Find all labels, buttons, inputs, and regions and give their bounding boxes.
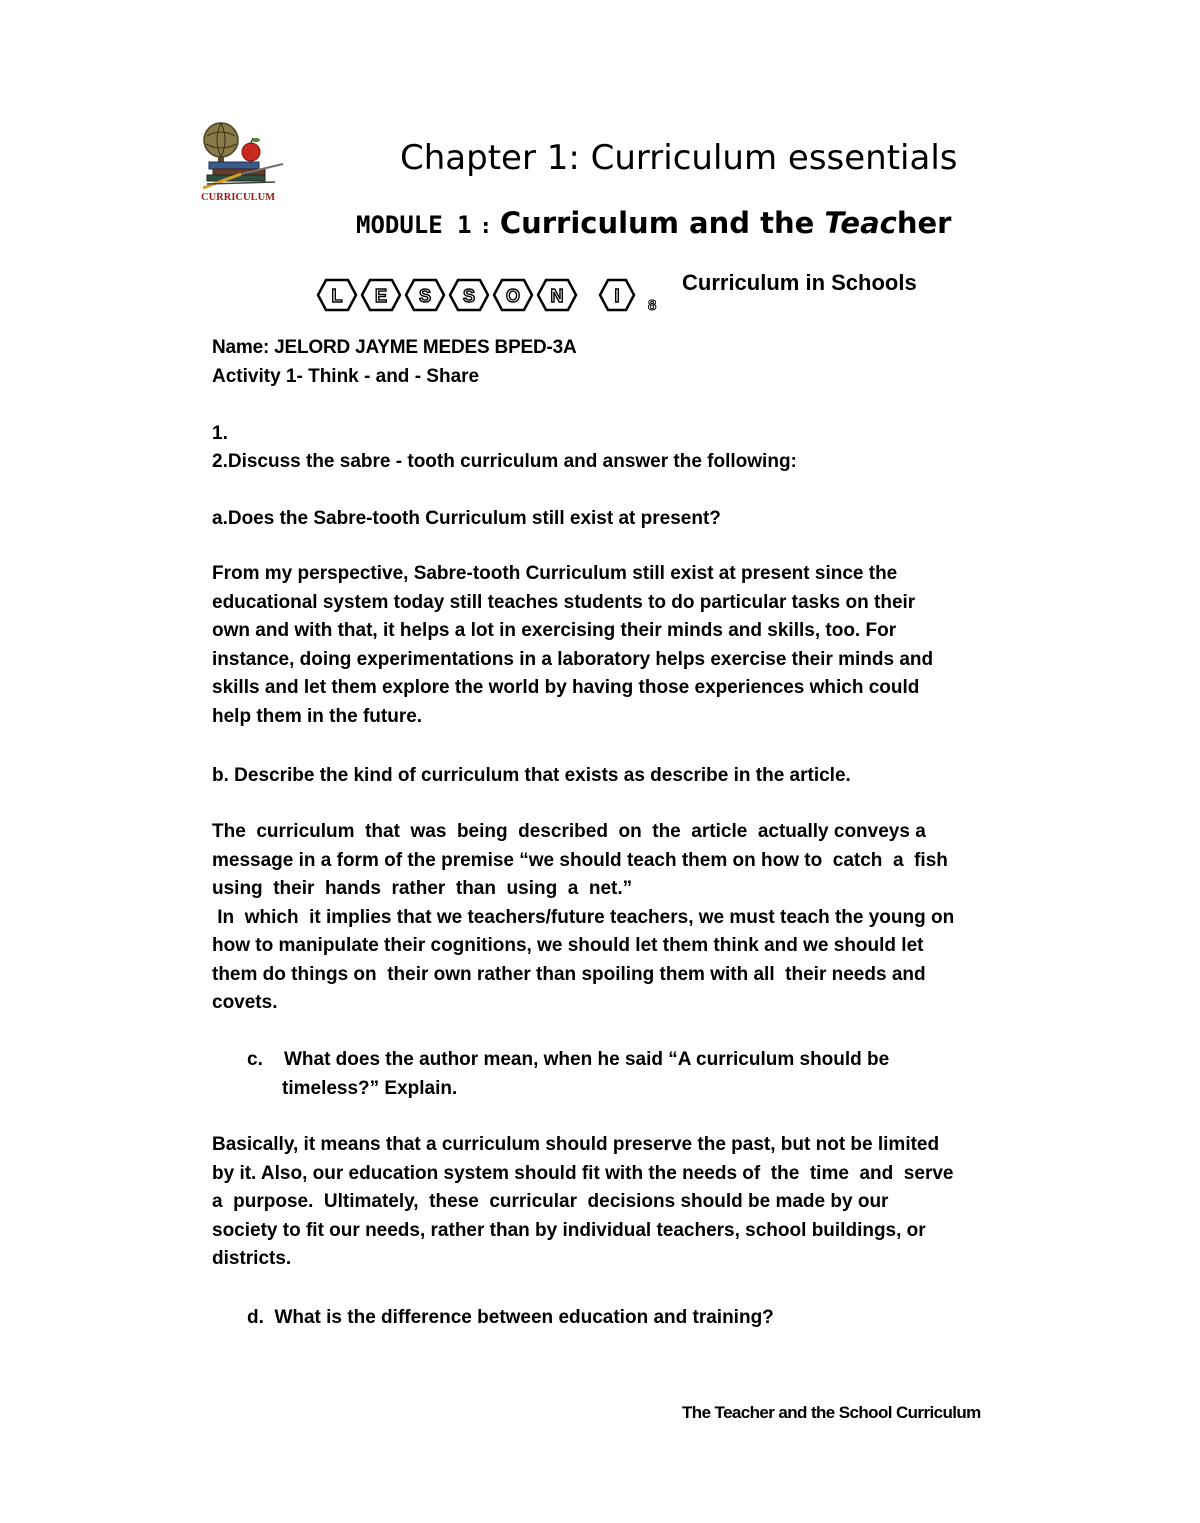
lesson-title: Curriculum in Schools bbox=[682, 270, 917, 295]
answer-b: The curriculum that was being described on the article actually conveys a message in a form of the premise “we should teach them on how to catch a fish using their hands rather than using a net.” In which it implies that we teachers/future teachers, we must teach the young on how to manipulate their cognitions, we should let them think and we should let them do things on their own rather than spoiling them with all their needs and covets. bbox=[212, 821, 955, 1013]
lesson-letter-2: E bbox=[374, 286, 388, 306]
module-title-start: Curriculum and the bbox=[499, 206, 825, 240]
lesson-letter-6: N bbox=[550, 286, 564, 306]
module-title-italic: Teac bbox=[824, 206, 897, 240]
question-a: a.Does the Sabre-tooth Curriculum still exist at present? bbox=[212, 508, 721, 529]
lesson-badge bbox=[314, 274, 670, 320]
module-title-end: her bbox=[896, 206, 952, 240]
student-name-line: Name: JELORD JAYME MEDES BPED-3A bbox=[212, 337, 577, 358]
curriculum-logo bbox=[197, 118, 293, 206]
answer-a: From my perspective, Sabre-tooth Curriculum still exist at present since the educational system today still teaches students to do particular tasks on their own and with that, it helps a lot in exercising their minds and skills, too. For instance, doing experimentations in a laboratory helps exercise their minds and skills and let them explore the world by having those experiences which could help them in the future. bbox=[212, 563, 934, 727]
lesson-letter-7: I bbox=[614, 286, 620, 306]
page-footer: The Teacher and the School Curriculum bbox=[682, 1403, 981, 1422]
logo-label: CURRICULUM bbox=[201, 192, 276, 203]
question-c-line1: c. What does the author mean, when he said “A curriculum should be bbox=[247, 1049, 890, 1070]
item-1: 1. bbox=[212, 423, 228, 444]
module-title bbox=[356, 206, 951, 240]
lesson-letter-3: S bbox=[418, 286, 432, 306]
module-colon: : bbox=[481, 214, 490, 238]
lesson-letter-1: L bbox=[331, 286, 343, 306]
answer-c: Basically, it means that a curriculum should preserve the past, but not be limited by it. Also, our education system should fit with the needs of the time and serve a purpose. Ultimately, these curricular decisions should be made by our society to fit our needs, rather than by individual teachers, school buildings, or districts. bbox=[212, 1134, 954, 1269]
question-d: d. What is the difference between education and training? bbox=[247, 1307, 774, 1328]
item-2: 2.Discuss the sabre - tooth curriculum and answer the following: bbox=[212, 451, 797, 472]
lesson-suffix: 8 bbox=[648, 297, 657, 314]
lesson-letter-5: O bbox=[505, 286, 521, 306]
question-c-line2: timeless?” Explain. bbox=[282, 1078, 458, 1099]
module-label: MODULE 1 bbox=[356, 211, 472, 239]
chapter-title: Chapter 1: Curriculum essentials bbox=[400, 138, 958, 178]
lesson-letter-4: S bbox=[462, 286, 476, 306]
question-b: b. Describe the kind of curriculum that exists as describe in the article. bbox=[212, 765, 851, 786]
activity-line: Activity 1- Think - and - Share bbox=[212, 366, 480, 387]
